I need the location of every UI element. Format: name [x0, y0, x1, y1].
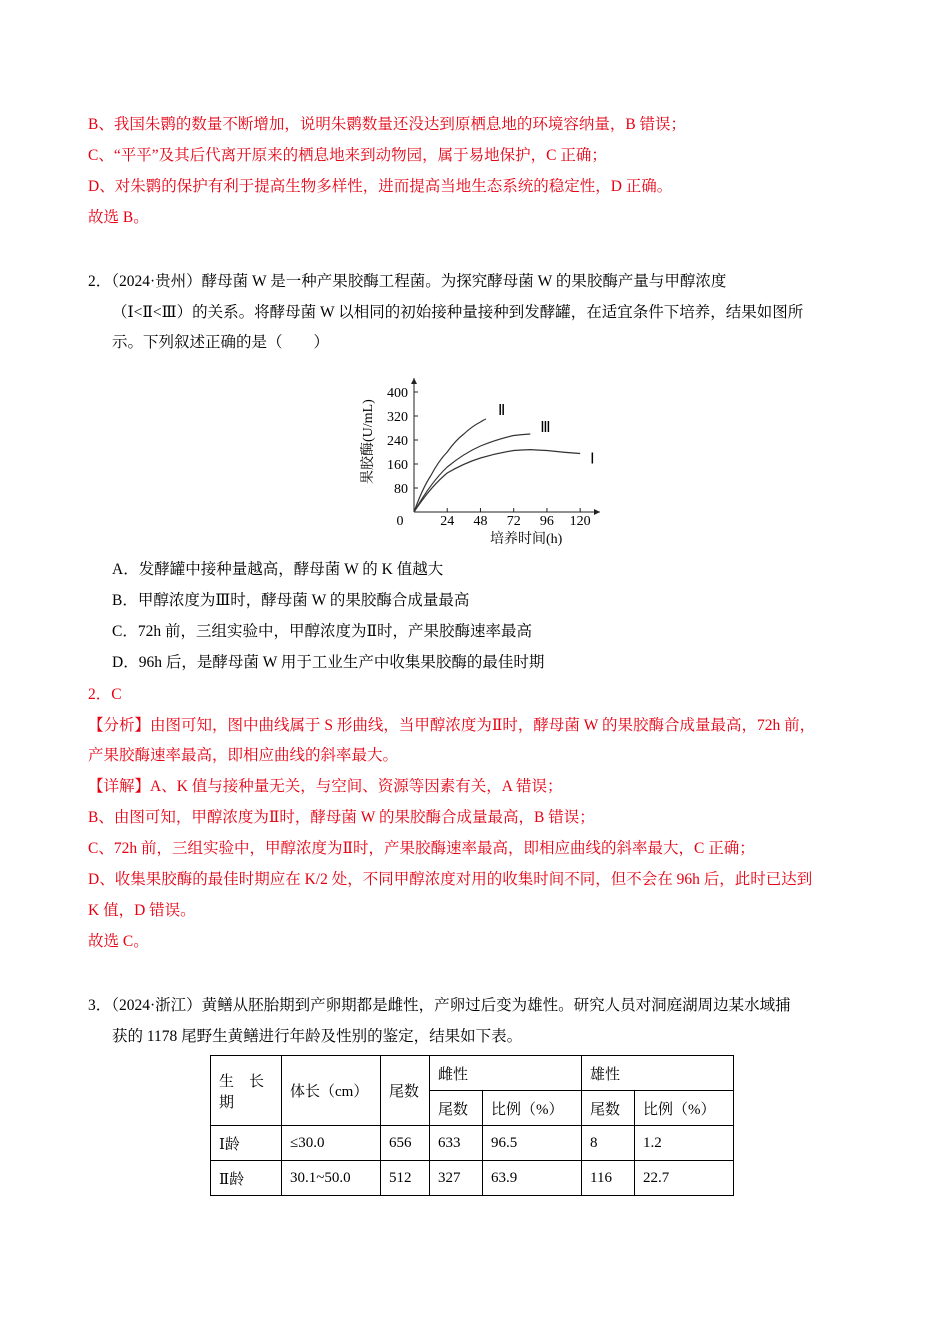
series-label: Ⅱ — [498, 403, 506, 419]
cell-female-count: 633 — [430, 1126, 483, 1161]
series-label: Ⅲ — [540, 420, 551, 436]
option-d: D．96h 后，是酵母菌 W 用于工业生产中收集果胶酶的最佳时期 — [112, 654, 545, 671]
y-tick-label: 400 — [387, 386, 408, 401]
detail-line-5: K 值，D 错误。 — [88, 902, 196, 919]
x-tick-label: 120 — [569, 514, 591, 529]
option-c: C．72h 前，三组实验中，甲醇浓度为Ⅱ时，产果胶酶速率最高 — [112, 623, 533, 640]
y-axis-label: 果胶酶(U/mL) — [361, 399, 376, 484]
table-row — [211, 1161, 734, 1196]
cell-male-ratio: 22.7 — [635, 1161, 734, 1196]
eel-age-sex-table — [210, 1055, 734, 1196]
explanation-line-c: C、“平平”及其后代离开原来的栖息地来到动物园，属于易地保护，C 正确； — [88, 147, 607, 164]
table-row — [211, 1126, 734, 1161]
header-length: 体长（cm） — [282, 1056, 381, 1126]
cell-female-count: 327 — [430, 1161, 483, 1196]
x-axis-arrow — [594, 509, 600, 515]
series-label: Ⅰ — [590, 451, 595, 468]
answer-choice-2: 故选 C。 — [88, 933, 149, 950]
cell-female-ratio: 96.5 — [483, 1126, 582, 1161]
question-3-line-2: 获的 1178 尾野生黄鳝进行年龄及性别的鉴定，结果如下表。 — [112, 1028, 523, 1045]
chart-axes — [411, 378, 600, 515]
chart-curves — [414, 403, 595, 512]
option-a: A．发酵罐中接种量越高，酵母菌 W 的 K 值越大 — [112, 561, 444, 578]
cell-female-ratio: 63.9 — [483, 1161, 582, 1196]
analysis-line-1: 【分析】由图可知，图中曲线属于 S 形曲线，当甲醇浓度为Ⅱ时，酵母菌 W 的果胶酶合成量最高，72h 前， — [88, 717, 816, 734]
option-b: B．甲醇浓度为Ⅲ时，酵母菌 W 的果胶酶合成量最高 — [112, 592, 470, 609]
answer-2: 2．C — [88, 686, 122, 703]
cell-length: ≤30.0 — [282, 1126, 381, 1161]
y-tick-label: 80 — [394, 482, 408, 497]
y-axis-arrow — [411, 378, 417, 384]
enzyme-yield-chart — [350, 372, 610, 552]
question-2-line-2: （Ⅰ<Ⅱ<Ⅲ）的关系。将酵母菌 W 以相同的初始接种量接种到发酵罐，在适宜条件下培养，结果如图所 — [112, 304, 804, 321]
explanation-line-d: D、对朱鹮的保护有利于提高生物多样性，进而提高当地生态系统的稳定性，D 正确。 — [88, 178, 673, 195]
detail-line-2: B、由图可知，甲醇浓度为Ⅱ时，酵母菌 W 的果胶酶合成量最高，B 错误； — [88, 809, 595, 826]
cell-stage: Ⅰ龄 — [211, 1126, 282, 1161]
question-2-line-1: 2．（2024·贵州）酵母菌 W 是一种产果胶酶工程菌。为探究酵母菌 W 的果胶酶产量与甲醇浓度 — [88, 273, 727, 290]
header-male-ratio: 比例（%） — [635, 1091, 734, 1126]
detail-line-3: C、72h 前，三组实验中，甲醇浓度为Ⅱ时，产果胶酶速率最高，即相应曲线的斜率最大，C 正确； — [88, 840, 755, 857]
header-female: 雌性 — [430, 1056, 582, 1091]
cell-count: 512 — [381, 1161, 430, 1196]
explanation-line-b: B、我国朱鹮的数量不断增加，说明朱鹮数量还没达到原栖息地的环境容纳量，B 错误； — [88, 116, 687, 133]
cell-count: 656 — [381, 1126, 430, 1161]
question-3-line-1: 3．（2024·浙江）黄鳝从胚胎期到产卵期都是雌性，产卵过后变为雄性。研究人员对洞庭湖周边某水域捕 — [88, 997, 791, 1014]
x-tick-label: 0 — [396, 514, 404, 529]
cell-stage: Ⅱ龄 — [211, 1161, 282, 1196]
x-tick-label: 24 — [440, 514, 455, 529]
x-tick-label: 48 — [473, 514, 488, 529]
y-tick-label: 320 — [387, 410, 408, 425]
header-female-ratio: 比例（%） — [483, 1091, 582, 1126]
y-tick-label: 240 — [387, 434, 408, 449]
series-line — [414, 434, 530, 512]
x-tick-label: 72 — [506, 514, 521, 529]
cell-male-count: 116 — [582, 1161, 635, 1196]
header-female-count: 尾数 — [430, 1091, 483, 1126]
detail-line-4: D、收集果胶酶的最佳时期应在 K/2 处，不同甲醇浓度对用的收集时间不同，但不会在 96h 后，此时已达到 — [88, 871, 813, 888]
series-line — [414, 450, 580, 512]
header-male-count: 尾数 — [582, 1091, 635, 1126]
cell-length: 30.1~50.0 — [282, 1161, 381, 1196]
cell-male-count: 8 — [582, 1126, 635, 1161]
detail-line-1: 【详解】A、K 值与接种量无关，与空间、资源等因素有关，A 错误； — [88, 778, 563, 795]
y-tick-label: 160 — [387, 458, 408, 473]
x-tick-label: 96 — [539, 514, 554, 529]
header-male: 雄性 — [582, 1056, 734, 1091]
answer-choice: 故选 B。 — [88, 209, 149, 226]
question-2-line-3: 示。下列叙述正确的是（ ） — [112, 334, 330, 351]
cell-male-ratio: 1.2 — [635, 1126, 734, 1161]
analysis-line-2: 产果胶酶速率最高，即相应曲线的斜率最大。 — [88, 747, 399, 764]
header-count: 尾数 — [381, 1056, 430, 1126]
header-stage: 生 长期 — [211, 1056, 282, 1126]
x-axis-label: 培养时间(h) — [490, 532, 563, 547]
